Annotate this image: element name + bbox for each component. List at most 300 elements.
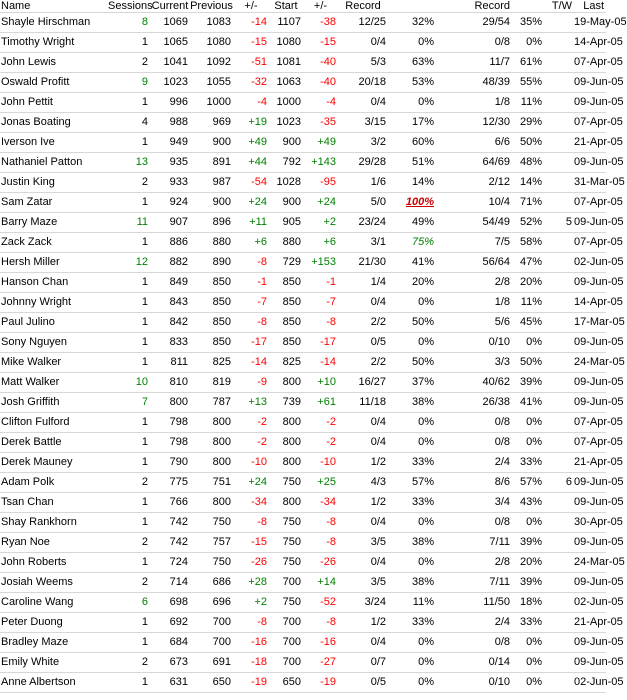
table-row: [0, 173, 606, 193]
table-row: [0, 593, 606, 613]
cell-record2: 0/8: [436, 33, 512, 53]
col-current-header: Current: [151, 0, 189, 12]
cell-pct2: 47%: [512, 253, 544, 273]
cell-tw: [544, 393, 574, 413]
cell-name: Adam Polk: [0, 473, 108, 493]
cell-pct2: 39%: [512, 373, 544, 393]
cell-record1: 5/3: [338, 53, 388, 73]
cell-pct2: 58%: [512, 233, 544, 253]
cell-start: 750: [269, 513, 303, 533]
cell-diff2: -8: [303, 313, 338, 333]
cell-current: 882: [150, 253, 190, 273]
cell-start: 1063: [269, 73, 303, 93]
cell-current: 673: [150, 653, 190, 673]
table-row: [0, 513, 606, 533]
table-row: [0, 473, 606, 493]
cell-pct2: 50%: [512, 133, 544, 153]
cell-name: Matt Walker: [0, 373, 108, 393]
cell-diff1: -1: [233, 273, 269, 293]
cell-name: Derek Mauney: [0, 453, 108, 473]
cell-sessions: 12: [108, 253, 150, 273]
cell-diff2: -95: [303, 173, 338, 193]
cell-record1: 23/24: [338, 213, 388, 233]
cell-last: 21-Apr-05: [574, 453, 606, 473]
cell-start: 800: [269, 493, 303, 513]
cell-sessions: 6: [108, 593, 150, 613]
cell-current: 1065: [150, 33, 190, 53]
cell-pct1: 0%: [388, 653, 436, 673]
cell-start: 900: [269, 133, 303, 153]
cell-diff1: +2: [233, 593, 269, 613]
cell-record1: 0/5: [338, 673, 388, 693]
cell-record2: 0/10: [436, 673, 512, 693]
cell-diff2: -52: [303, 593, 338, 613]
cell-current: 790: [150, 453, 190, 473]
cell-last: 02-Jun-05: [574, 253, 606, 273]
cell-start: 1000: [269, 93, 303, 113]
cell-diff2: +14: [303, 573, 338, 593]
cell-current: 724: [150, 553, 190, 573]
table-row: [0, 213, 606, 233]
cell-pct1: 14%: [388, 173, 436, 193]
cell-pct2: 35%: [512, 13, 544, 33]
cell-diff2: -40: [303, 73, 338, 93]
cell-sessions: 2: [108, 653, 150, 673]
cell-previous: 800: [190, 413, 233, 433]
cell-diff2: -26: [303, 553, 338, 573]
cell-record1: 20/18: [338, 73, 388, 93]
cell-previous: 750: [190, 513, 233, 533]
cell-name: Hanson Chan: [0, 273, 108, 293]
cell-tw: 5: [544, 213, 574, 233]
cell-tw: [544, 353, 574, 373]
cell-previous: 696: [190, 593, 233, 613]
cell-record1: 2/2: [338, 313, 388, 333]
cell-previous: 880: [190, 233, 233, 253]
cell-last: 07-Apr-05: [574, 233, 606, 253]
cell-last: 02-Jun-05: [574, 593, 606, 613]
cell-pct2: 0%: [512, 413, 544, 433]
cell-current: 988: [150, 113, 190, 133]
cell-name: Shayle Hirschman: [0, 13, 108, 33]
cell-tw: [544, 233, 574, 253]
cell-last: 24-Mar-05: [574, 553, 606, 573]
cell-last: 09-Jun-05: [574, 273, 606, 293]
cell-diff2: -8: [303, 533, 338, 553]
cell-current: 692: [150, 613, 190, 633]
cell-tw: [544, 493, 574, 513]
col-record2-header: Record: [436, 0, 512, 13]
cell-diff2: -27: [303, 653, 338, 673]
cell-previous: 1083: [190, 13, 233, 33]
table-row: [0, 573, 606, 593]
table-row: [0, 413, 606, 433]
cell-pct2: 0%: [512, 333, 544, 353]
cell-record1: 0/4: [338, 433, 388, 453]
cell-start: 800: [269, 373, 303, 393]
cell-record1: 3/5: [338, 533, 388, 553]
cell-previous: 700: [190, 613, 233, 633]
cell-sessions: 1: [108, 673, 150, 693]
cell-sessions: 1: [108, 233, 150, 253]
cell-last: 09-Jun-05: [574, 393, 606, 413]
cell-diff1: +13: [233, 393, 269, 413]
cell-current: 833: [150, 333, 190, 353]
cell-diff1: -2: [233, 413, 269, 433]
col-start-header: Start: [269, 0, 303, 13]
cell-last: 09-Jun-05: [574, 493, 606, 513]
cell-diff2: +25: [303, 473, 338, 493]
cell-start: 700: [269, 653, 303, 673]
cell-record1: 0/7: [338, 653, 388, 673]
cell-diff2: -2: [303, 433, 338, 453]
col-pct1-header: [388, 0, 436, 13]
cell-pct2: 0%: [512, 633, 544, 653]
cell-current: 811: [150, 353, 190, 373]
cell-pct2: 48%: [512, 153, 544, 173]
cell-record2: 56/64: [436, 253, 512, 273]
cell-pct1: 75%: [388, 233, 436, 253]
cell-diff2: +2: [303, 213, 338, 233]
cell-tw: [544, 453, 574, 473]
cell-current: 766: [150, 493, 190, 513]
cell-previous: 825: [190, 353, 233, 373]
cell-name: Barry Maze: [0, 213, 108, 233]
cell-start: 750: [269, 553, 303, 573]
cell-tw: [544, 53, 574, 73]
cell-previous: 751: [190, 473, 233, 493]
cell-sessions: 1: [108, 33, 150, 53]
cell-last: 09-Jun-05: [574, 153, 606, 173]
cell-sessions: 2: [108, 533, 150, 553]
cell-record1: 0/4: [338, 293, 388, 313]
cell-pct1: 33%: [388, 453, 436, 473]
cell-diff1: -14: [233, 13, 269, 33]
col-last-header: Last: [574, 0, 606, 13]
table-row: [0, 313, 606, 333]
cell-last: 09-Jun-05: [574, 473, 606, 493]
cell-name: Derek Battle: [0, 433, 108, 453]
cell-current: 714: [150, 573, 190, 593]
cell-name: Bradley Maze: [0, 633, 108, 653]
cell-record1: 29/28: [338, 153, 388, 173]
table-row: [0, 353, 606, 373]
cell-record2: 1/8: [436, 293, 512, 313]
cell-previous: 896: [190, 213, 233, 233]
cell-previous: 800: [190, 493, 233, 513]
cell-current: 924: [150, 193, 190, 213]
table-body: [0, 13, 627, 693]
cell-pct1: 0%: [388, 93, 436, 113]
cell-record1: 21/30: [338, 253, 388, 273]
cell-diff1: +24: [233, 193, 269, 213]
cell-record2: 3/3: [436, 353, 512, 373]
cell-current: 843: [150, 293, 190, 313]
cell-current: 933: [150, 173, 190, 193]
cell-diff2: -7: [303, 293, 338, 313]
cell-record1: 1/4: [338, 273, 388, 293]
cell-current: 684: [150, 633, 190, 653]
cell-sessions: 1: [108, 613, 150, 633]
cell-sessions: 1: [108, 193, 150, 213]
table-row: [0, 433, 606, 453]
cell-sessions: 1: [108, 413, 150, 433]
cell-record1: 12/25: [338, 13, 388, 33]
cell-sessions: 1: [108, 433, 150, 453]
table-row: [0, 193, 606, 213]
cell-last: 21-Apr-05: [574, 133, 606, 153]
col-record1-header: Record: [338, 0, 388, 13]
cell-diff1: -16: [233, 633, 269, 653]
cell-pct1: 49%: [388, 213, 436, 233]
cell-previous: 969: [190, 113, 233, 133]
cell-tw: [544, 113, 574, 133]
table-row: [0, 233, 606, 253]
cell-name: Tsan Chan: [0, 493, 108, 513]
cell-pct2: 0%: [512, 653, 544, 673]
cell-pct1: 0%: [388, 293, 436, 313]
cell-pct1: 38%: [388, 533, 436, 553]
cell-last: 07-Apr-05: [574, 193, 606, 213]
cell-diff1: -8: [233, 313, 269, 333]
cell-name: John Roberts: [0, 553, 108, 573]
cell-pct2: 0%: [512, 433, 544, 453]
cell-start: 850: [269, 333, 303, 353]
cell-diff2: +49: [303, 133, 338, 153]
cell-previous: 819: [190, 373, 233, 393]
cell-diff2: -40: [303, 53, 338, 73]
cell-record1: 3/2: [338, 133, 388, 153]
cell-record2: 5/6: [436, 313, 512, 333]
cell-diff2: -35: [303, 113, 338, 133]
cell-diff1: +49: [233, 133, 269, 153]
cell-current: 842: [150, 313, 190, 333]
cell-last: 02-Jun-05: [574, 673, 606, 693]
table-row: [0, 613, 606, 633]
cell-diff1: -54: [233, 173, 269, 193]
cell-pct2: 29%: [512, 113, 544, 133]
cell-pct1: 17%: [388, 113, 436, 133]
cell-diff1: -9: [233, 373, 269, 393]
cell-start: 729: [269, 253, 303, 273]
cell-record2: 11/50: [436, 593, 512, 613]
cell-previous: 750: [190, 553, 233, 573]
cell-last: 09-Jun-05: [574, 633, 606, 653]
cell-pct1: 0%: [388, 633, 436, 653]
col-diff1-header: +/-: [233, 0, 269, 13]
table-row: [0, 53, 606, 73]
cell-pct1: 37%: [388, 373, 436, 393]
cell-last: 09-Jun-05: [574, 373, 606, 393]
cell-diff1: -26: [233, 553, 269, 573]
cell-last: 09-Jun-05: [574, 573, 606, 593]
cell-tw: [544, 33, 574, 53]
cell-previous: 691: [190, 653, 233, 673]
cell-diff2: -15: [303, 33, 338, 53]
cell-pct1: 0%: [388, 673, 436, 693]
cell-name: Anne Albertson: [0, 673, 108, 693]
cell-last: 14-Apr-05: [574, 33, 606, 53]
cell-pct1: 53%: [388, 73, 436, 93]
cell-pct2: 61%: [512, 53, 544, 73]
cell-pct1: 33%: [388, 493, 436, 513]
table-row: [0, 13, 606, 33]
cell-last: 31-Mar-05: [574, 173, 606, 193]
cell-sessions: 11: [108, 213, 150, 233]
cell-previous: 850: [190, 273, 233, 293]
cell-name: John Lewis: [0, 53, 108, 73]
cell-record1: 1/2: [338, 493, 388, 513]
cell-name: Josiah Weems: [0, 573, 108, 593]
cell-start: 905: [269, 213, 303, 233]
cell-pct2: 0%: [512, 33, 544, 53]
cell-pct1: 0%: [388, 433, 436, 453]
cell-start: 1081: [269, 53, 303, 73]
cell-name: Sam Zatar: [0, 193, 108, 213]
cell-diff2: -2: [303, 413, 338, 433]
table-row: [0, 73, 606, 93]
cell-diff2: +6: [303, 233, 338, 253]
col-name-header: Name: [0, 0, 108, 13]
cell-sessions: 1: [108, 633, 150, 653]
cell-record2: 12/30: [436, 113, 512, 133]
cell-start: 850: [269, 313, 303, 333]
cell-tw: [544, 153, 574, 173]
cell-tw: [544, 673, 574, 693]
cell-record1: 5/0: [338, 193, 388, 213]
cell-diff1: -8: [233, 253, 269, 273]
cell-start: 739: [269, 393, 303, 413]
cell-current: 1023: [150, 73, 190, 93]
cell-previous: 757: [190, 533, 233, 553]
cell-last: 09-Jun-05: [574, 333, 606, 353]
cell-record1: 1/2: [338, 613, 388, 633]
cell-tw: [544, 73, 574, 93]
cell-diff1: -18: [233, 653, 269, 673]
cell-record2: 3/4: [436, 493, 512, 513]
cell-current: 907: [150, 213, 190, 233]
cell-diff1: -15: [233, 533, 269, 553]
cell-name: Emily White: [0, 653, 108, 673]
cell-pct2: 55%: [512, 73, 544, 93]
cell-start: 750: [269, 473, 303, 493]
cell-sessions: 1: [108, 313, 150, 333]
cell-current: 631: [150, 673, 190, 693]
table-row: [0, 553, 606, 573]
cell-pct1: 38%: [388, 393, 436, 413]
cell-sessions: 2: [108, 573, 150, 593]
cell-diff2: -10: [303, 453, 338, 473]
cell-start: 1023: [269, 113, 303, 133]
cell-previous: 890: [190, 253, 233, 273]
cell-record1: 3/1: [338, 233, 388, 253]
cell-diff1: -10: [233, 453, 269, 473]
cell-diff1: -8: [233, 513, 269, 533]
cell-record1: 3/15: [338, 113, 388, 133]
cell-sessions: 1: [108, 453, 150, 473]
cell-sessions: 4: [108, 113, 150, 133]
cell-diff1: -2: [233, 433, 269, 453]
table-row: [0, 333, 606, 353]
cell-sessions: 1: [108, 273, 150, 293]
cell-record1: 0/5: [338, 333, 388, 353]
cell-tw: [544, 413, 574, 433]
cell-pct2: 43%: [512, 493, 544, 513]
cell-diff2: -1: [303, 273, 338, 293]
cell-sessions: 1: [108, 493, 150, 513]
cell-pct1: 38%: [388, 573, 436, 593]
cell-pct2: 14%: [512, 173, 544, 193]
cell-tw: [544, 373, 574, 393]
cell-sessions: 2: [108, 173, 150, 193]
cell-diff1: -34: [233, 493, 269, 513]
cell-diff1: -8: [233, 613, 269, 633]
cell-name: Timothy Wright: [0, 33, 108, 53]
cell-diff1: -4: [233, 93, 269, 113]
cell-record1: 3/5: [338, 573, 388, 593]
cell-diff2: -19: [303, 673, 338, 693]
table-row: [0, 253, 606, 273]
cell-diff2: -34: [303, 493, 338, 513]
cell-record2: 8/6: [436, 473, 512, 493]
col-pct2-header: [512, 0, 544, 13]
cell-last: 14-Apr-05: [574, 293, 606, 313]
cell-diff2: +143: [303, 153, 338, 173]
cell-record1: 3/24: [338, 593, 388, 613]
table-row: [0, 113, 606, 133]
cell-tw: [544, 13, 574, 33]
cell-pct1: 0%: [388, 513, 436, 533]
cell-record2: 0/8: [436, 513, 512, 533]
col-diff2-header: +/-: [303, 0, 338, 13]
cell-start: 800: [269, 433, 303, 453]
cell-start: 750: [269, 533, 303, 553]
cell-diff2: -8: [303, 513, 338, 533]
cell-current: 949: [150, 133, 190, 153]
cell-record2: 2/4: [436, 453, 512, 473]
cell-previous: 1055: [190, 73, 233, 93]
cell-last: 21-Apr-05: [574, 613, 606, 633]
cell-record2: 0/14: [436, 653, 512, 673]
cell-tw: [544, 433, 574, 453]
cell-sessions: 2: [108, 53, 150, 73]
cell-last: 07-Apr-05: [574, 413, 606, 433]
cell-diff1: -14: [233, 353, 269, 373]
cell-tw: [544, 593, 574, 613]
table-row: [0, 293, 606, 313]
cell-last: 30-Apr-05: [574, 513, 606, 533]
cell-previous: 1092: [190, 53, 233, 73]
cell-previous: 891: [190, 153, 233, 173]
cell-pct2: 11%: [512, 93, 544, 113]
cell-record2: 0/8: [436, 413, 512, 433]
cell-start: 800: [269, 453, 303, 473]
cell-record2: 7/5: [436, 233, 512, 253]
cell-tw: [544, 193, 574, 213]
cell-pct2: 39%: [512, 573, 544, 593]
cell-current: 1069: [150, 13, 190, 33]
cell-sessions: 1: [108, 333, 150, 353]
cell-sessions: 9: [108, 73, 150, 93]
cell-pct2: 50%: [512, 353, 544, 373]
cell-last: 09-Jun-05: [574, 213, 606, 233]
cell-previous: 900: [190, 193, 233, 213]
cell-name: Jonas Boating: [0, 113, 108, 133]
cell-diff2: -4: [303, 93, 338, 113]
cell-tw: [544, 333, 574, 353]
cell-start: 700: [269, 573, 303, 593]
cell-start: 792: [269, 153, 303, 173]
